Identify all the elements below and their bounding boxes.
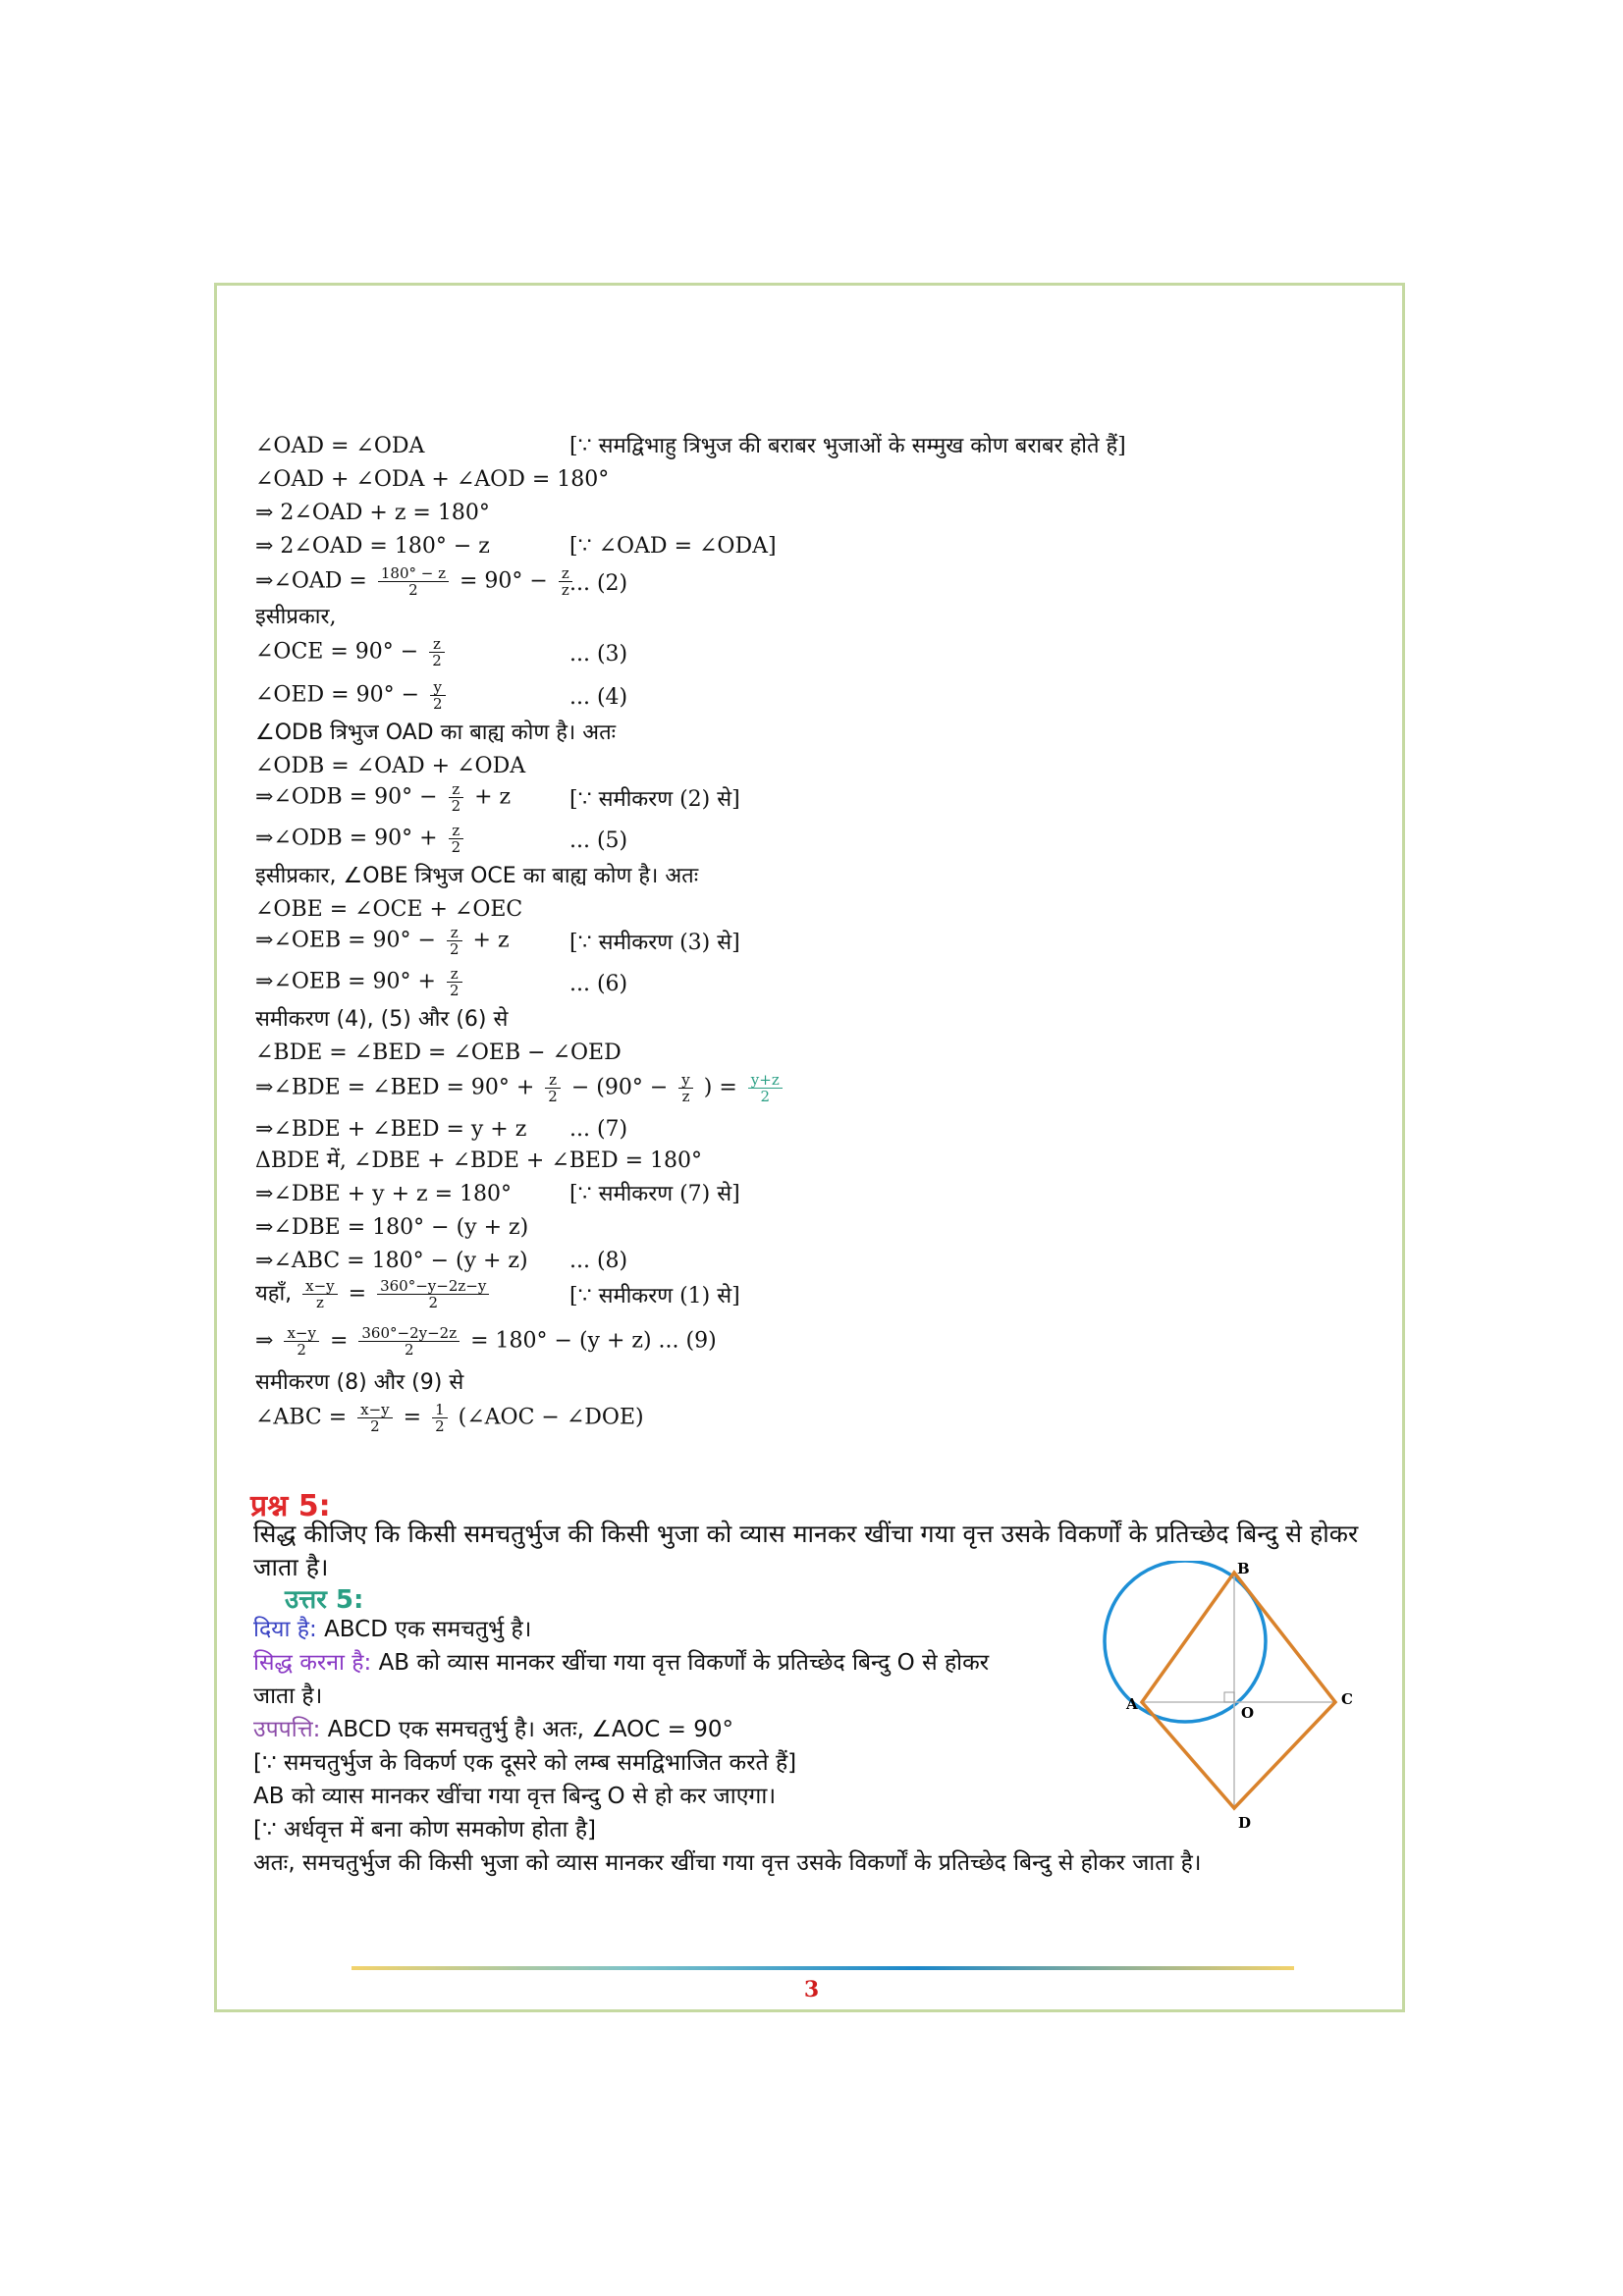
eq-line-10: ∠ODB = ∠OAD + ∠ODA bbox=[255, 754, 526, 778]
eq-line-17: समीकरण (4), (5) और (6) से bbox=[255, 1007, 509, 1032]
eq-line-6: इसीप्रकार, bbox=[255, 605, 337, 629]
eq-line-22: ⇒∠DBE + y + z = 180° bbox=[255, 1182, 513, 1206]
proof-line bbox=[253, 1714, 733, 1745]
to-prove-line bbox=[253, 1647, 989, 1679]
reason-1: [∵ समचतुर्भुज के विकर्ण एक दूसरे को लम्ब समद्विभाजित करते हैं] bbox=[253, 1750, 797, 1776]
fraction: $\frac{360^\circ-2y-2z}{2}$ bbox=[358, 1325, 460, 1358]
eq-line-24: ⇒∠ABC = 180° − (y + z) bbox=[255, 1249, 528, 1273]
eq-line-12: ⇒∠ODB = 90° + $\frac{z}{2}$ bbox=[255, 823, 467, 855]
right-angle-mark bbox=[1224, 1692, 1234, 1702]
eq-tag-5: ... (5) bbox=[569, 828, 628, 853]
fraction: $\frac{y}{z}$ bbox=[678, 1072, 692, 1104]
reason-2: [∵ अर्धवृत्त में बना कोण समकोण होता है] bbox=[253, 1817, 597, 1842]
fraction: $\frac{z}{2}$ bbox=[545, 1072, 561, 1104]
eq-line-13: इसीप्रकार, ∠OBE त्रिभुज OCE का बाह्य कोण है। अतः bbox=[255, 864, 699, 888]
fraction: $\frac{x-y}{2}$ bbox=[357, 1402, 393, 1434]
fraction: $\frac{y}{2}$ bbox=[430, 679, 446, 712]
label-d: D bbox=[1238, 1814, 1252, 1832]
label-o: O bbox=[1241, 1704, 1255, 1722]
conclusion: अतः, समचतुर्भुज की किसी भुजा को व्यास मानकर खींचा गया वृत्त उसके विकर्णों के प्रतिच्छेद बिन्दु से होकर जाता है। bbox=[253, 1850, 1202, 1876]
fraction: $\frac{z}{2}$ bbox=[447, 966, 462, 998]
fraction: $\frac{360^\circ-y-2z-y}{2}$ bbox=[377, 1278, 489, 1310]
eq-tag-6: ... (6) bbox=[569, 972, 628, 996]
page-number: 3 bbox=[803, 1977, 820, 2002]
fraction: $\frac{z}{z}$ bbox=[559, 565, 572, 598]
fraction: $\frac{1}{2}$ bbox=[432, 1402, 448, 1434]
eq-line-3: ⇒ 2∠OAD + z = 180° bbox=[255, 501, 490, 525]
eq-note-4: [∵ ∠OAD = ∠ODA] bbox=[569, 534, 777, 559]
eq-line-11: ⇒∠ODB = 90° − $\frac{z}{2}$ + z bbox=[255, 780, 512, 815]
eq-tag-2: ... (2) bbox=[569, 571, 628, 596]
fraction-result: $\frac{y+z}{2}$ bbox=[748, 1072, 783, 1104]
given-line bbox=[253, 1614, 531, 1645]
eq-line-1: ∠OAD = ∠ODA bbox=[255, 434, 425, 458]
fraction: $\frac{z}{2}$ bbox=[449, 781, 464, 814]
to-prove-label: सिद्ध करना है: bbox=[253, 1650, 372, 1676]
eq-note-25: [∵ समीकरण (1) से] bbox=[569, 1284, 740, 1308]
label-a: A bbox=[1126, 1695, 1138, 1713]
fraction: $\frac{x-y}{2}$ bbox=[284, 1325, 319, 1358]
fraction: $\frac{z}{2}$ bbox=[449, 823, 464, 855]
proof-text: ABCD एक समचतुर्भु है। अतः, ∠AOC = 90° bbox=[327, 1717, 733, 1742]
eq-line-8: ∠OED = 90° − $\frac{y}{2}$ bbox=[255, 679, 450, 712]
eq-line-5: ⇒∠OAD = $\frac{180^\circ - z}{2}$ = 90° − $\frac{z}{z}$ bbox=[255, 565, 576, 598]
eq-line-15: ⇒∠OEB = 90° − $\frac{z}{2}$ + z bbox=[255, 924, 510, 958]
eq-tag-3: ... (3) bbox=[569, 642, 628, 667]
given-label: दिया है: bbox=[253, 1617, 317, 1642]
fraction: $\frac{z}{2}$ bbox=[429, 636, 445, 668]
footer-divider bbox=[352, 1965, 1294, 1971]
eq-note-15: [∵ समीकरण (3) से] bbox=[569, 931, 740, 955]
rhombus-circle-diagram bbox=[1095, 1561, 1370, 1836]
eq-tag-7: ... (7) bbox=[569, 1117, 628, 1142]
to-prove-line-2: जाता है। bbox=[253, 1683, 323, 1709]
eq-line-2: ∠OAD + ∠ODA + ∠AOD = 180° bbox=[255, 467, 610, 492]
eq-line-16: ⇒∠OEB = 90° + $\frac{z}{2}$ bbox=[255, 966, 466, 998]
eq-line-14: ∠OBE = ∠OCE + ∠OEC bbox=[255, 897, 523, 922]
fraction: $\frac{x-y}{z}$ bbox=[302, 1278, 338, 1310]
eq-line-25: यहाँ, $\frac{x-y}{z}$ = $\frac{360^\circ-y-2z-y}{2}$ bbox=[255, 1278, 493, 1310]
question-title: प्रश्न 5: bbox=[250, 1489, 331, 1523]
eq-line-23: ⇒∠DBE = 180° − (y + z) bbox=[255, 1215, 529, 1240]
eq-line-19: ⇒∠BDE = ∠BED = 90° + $\frac{z}{2}$ − (90° − $\frac{y}{z}$ ) = $\frac{y+z}{2}$ bbox=[255, 1072, 786, 1104]
eq-note-22: [∵ समीकरण (7) से] bbox=[569, 1182, 740, 1206]
eq-note-11: [∵ समीकरण (2) से] bbox=[569, 787, 740, 812]
proof-line-2: AB को व्यास मानकर खींचा गया वृत्त बिन्दु O से हो कर जाएगा। bbox=[253, 1784, 777, 1809]
question-text: सिद्ध कीजिए कि किसी समचतुर्भुज की किसी भुजा को व्यास मानकर खींचा गया वृत्त उसके विकर्णों के प्रतिच्छेद बिन्दु से होकर जाता है। bbox=[253, 1520, 1359, 1581]
eq-line-21: ΔBDE में, ∠DBE + ∠BDE + ∠BED = 180° bbox=[255, 1148, 703, 1173]
eq-tag-8: ... (8) bbox=[569, 1249, 628, 1273]
label-b: B bbox=[1237, 1561, 1250, 1577]
eq-line-26: ⇒ $\frac{x-y}{2}$ = $\frac{360^\circ-2y-2z}{2}$ = 180° − (y + z) ... (9) bbox=[255, 1324, 717, 1359]
given-text: ABCD एक समचतुर्भु है। bbox=[324, 1617, 532, 1642]
eq-tag-4: ... (4) bbox=[569, 685, 628, 710]
eq-line-18: ∠BDE = ∠BED = ∠OEB − ∠OED bbox=[255, 1041, 622, 1065]
proof-label: उपपत्ति: bbox=[253, 1717, 321, 1742]
eq-note-1: [∵ समद्विभाहु त्रिभुज की बराबर भुजाओं के सम्मुख कोण बराबर होते हैं] bbox=[569, 434, 1126, 458]
eq-line-4: ⇒ 2∠OAD = 180° − z bbox=[255, 534, 490, 559]
rhombus-abcd bbox=[1142, 1573, 1335, 1808]
fraction: $\frac{z}{2}$ bbox=[447, 925, 462, 957]
eq-line-7: ∠OCE = 90° − $\frac{z}{2}$ bbox=[255, 636, 449, 668]
eq-line-27: समीकरण (8) और (9) से bbox=[255, 1370, 464, 1395]
answer-title: उत्तर 5: bbox=[285, 1585, 364, 1615]
fraction: $\frac{180^\circ - z}{2}$ bbox=[378, 565, 449, 598]
label-c: C bbox=[1341, 1690, 1353, 1708]
eq-line-9: ∠ODB त्रिभुज OAD का बाह्य कोण है। अतः bbox=[255, 721, 617, 745]
eq-line-20: ⇒∠BDE + ∠BED = y + z bbox=[255, 1117, 527, 1142]
to-prove-text: AB को व्यास मानकर खींचा गया वृत्त विकर्णों के प्रतिच्छेद बिन्दु O से होकर bbox=[378, 1650, 990, 1676]
eq-line-28: ∠ABC = $\frac{x-y}{2}$ = $\frac{1}{2}$ (∠AOC − ∠DOE) bbox=[255, 1401, 644, 1435]
